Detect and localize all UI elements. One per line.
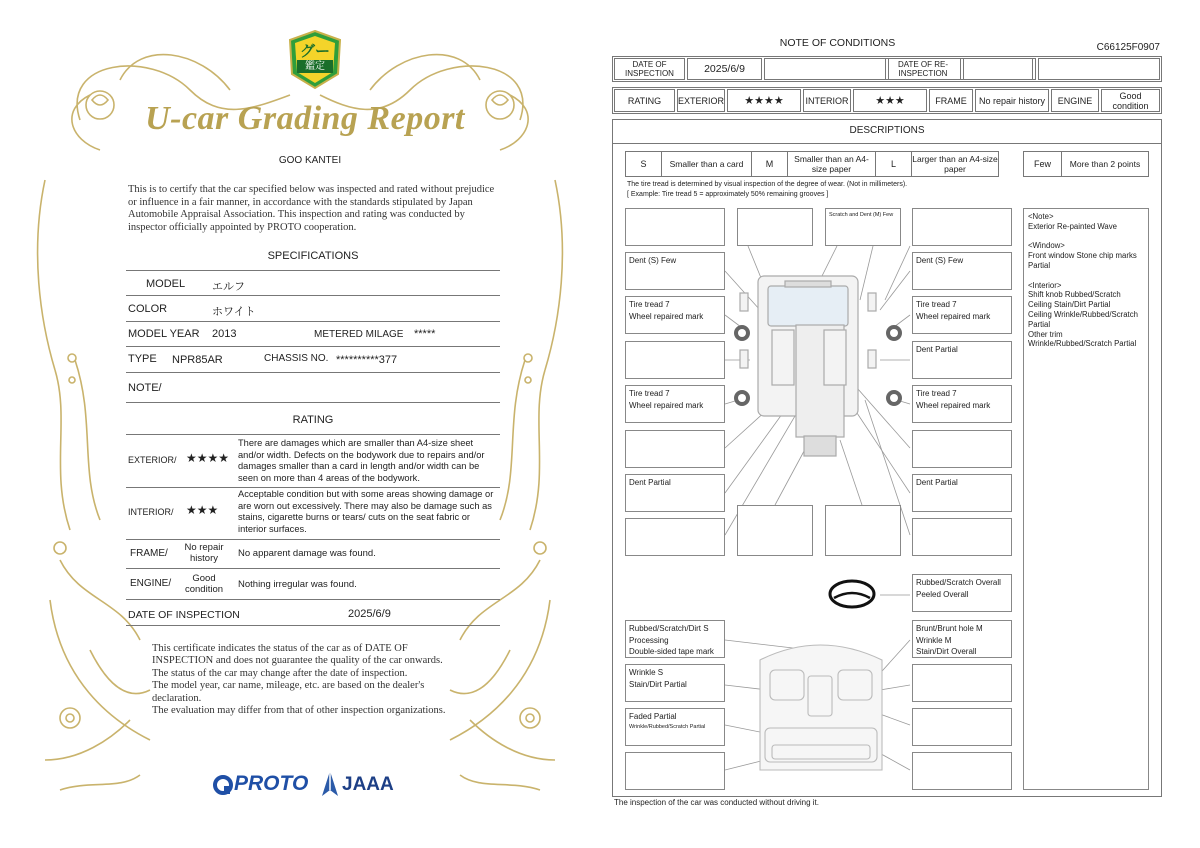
damage-box <box>912 574 1012 612</box>
damage-box-text: Tire tread 7 <box>916 300 957 309</box>
interior-stars: ★★★ <box>853 89 927 112</box>
report-subtitle: GOO KANTEI <box>278 155 342 166</box>
frame-value: No repair history <box>975 89 1049 112</box>
legend-s: S <box>626 152 662 176</box>
truck-top-view <box>740 276 876 456</box>
legend-l: L <box>876 152 912 176</box>
damage-box <box>625 708 725 746</box>
damage-box <box>625 518 725 556</box>
rating-frame-row <box>126 540 500 569</box>
jaaa-logo-icon <box>318 770 340 798</box>
exterior-label: EXTERIOR <box>677 89 725 112</box>
badge-bottom-text: 鑑定 <box>297 60 333 73</box>
damage-box <box>625 252 725 290</box>
chassis-value: **********377 <box>336 354 398 366</box>
damage-box <box>625 664 725 702</box>
damage-box <box>625 208 725 246</box>
footer-line: The model year, car name, mileage, etc. are based on the dealer's <box>152 680 425 692</box>
proto-logo-text: PROTO <box>234 772 309 795</box>
engine-description: Nothing irregular was found. <box>238 579 357 590</box>
rating-exterior-row <box>126 434 500 488</box>
damage-box-text: Rubbed/Scratch Overall <box>916 578 1001 587</box>
exterior-description: There are damages which are smaller than A4-size sheet and/or width. Defects on the bodywork due to repairs and/or damages smaller than a card in length and/or width can be seen on more than 4 areas of the bodywork. <box>238 438 485 483</box>
tire-note-line: [ Example: Tire tread 5 = approximately 50% remaining grooves ] <box>627 190 829 198</box>
damage-box: Scratch and Dent (M) Few <box>825 208 901 246</box>
damage-box <box>912 518 1012 556</box>
spec-model-row <box>126 270 500 296</box>
spec-note-row <box>126 373 500 403</box>
note-line: Front window Stone chip marks Partial <box>1028 251 1137 270</box>
frame-label: FRAME <box>929 89 973 112</box>
damage-box <box>737 208 813 246</box>
engine-label: ENGINE/ <box>130 578 172 589</box>
damage-box <box>912 296 1012 334</box>
spec-year-row <box>126 322 500 347</box>
exterior-stars: ★★★★ <box>186 451 230 465</box>
jaaa-logo-text: JAAA <box>342 774 394 795</box>
rating-engine-row <box>126 569 500 600</box>
conditions-footer: The inspection of the car was conducted without driving it. <box>614 798 819 807</box>
note-line: Shift knob Rubbed/Scratch <box>1028 290 1121 300</box>
damage-box-text: Dent (S) Few <box>629 256 677 265</box>
damage-box-text: Tire tread 7 <box>629 300 670 309</box>
badge-top-text: グー <box>299 42 330 60</box>
descriptions-heading: DESCRIPTIONS <box>612 119 1162 144</box>
damage-box <box>625 474 725 512</box>
metered-milage-label: METERED MILAGE <box>314 329 404 340</box>
damage-box-text: Tire tread 7 <box>629 389 670 398</box>
damage-box <box>625 341 725 379</box>
conditions-title: NOTE OF CONDITIONS <box>779 37 896 49</box>
damage-box-text: Wheel repaired mark <box>629 312 704 321</box>
notes-box <box>1023 208 1149 790</box>
damage-box-text: Wheel repaired mark <box>629 401 704 410</box>
note-line: <Note> <box>1028 212 1054 221</box>
damage-box <box>912 752 1012 790</box>
intro-text: This is to certify that the car specified below was inspected and rated without prejudice or influence in a fair manner, in accordance with the standards stipulated by Japan Automobile Appraisal Association. This inspection and rating was conducted by inspector officially appointed by PROTO cooperation. <box>128 184 495 233</box>
date-of-inspection-row <box>126 600 500 626</box>
footer-line: The evaluation may differ from that of other inspection organizations. <box>152 705 446 717</box>
specifications-heading: SPECIFICATIONS <box>267 250 359 262</box>
model-label: MODEL <box>146 278 186 290</box>
interior-label: INTERIOR/ <box>128 507 174 517</box>
date-of-reinspection-label: DATE OF RE-INSPECTION <box>885 58 961 80</box>
date-of-inspection-label: DATE OF INSPECTION <box>614 58 685 80</box>
damage-box-text: Wrinkle M <box>916 635 952 645</box>
damage-box-text: Brunt/Brunt hole M <box>916 624 983 633</box>
exterior-stars: ★★★★ <box>727 89 801 112</box>
note-line: Other trim Wrinkle/Rubbed/Scratch Partial <box>1028 329 1137 349</box>
exterior-label: EXTERIOR/ <box>128 455 177 465</box>
goo-kantei-badge <box>288 30 342 90</box>
note-line: Ceiling Wrinkle/Rubbed/Scratch Partial <box>1028 309 1138 329</box>
damage-box <box>912 620 1012 658</box>
damage-box-text: Wheel repaired mark <box>916 401 991 410</box>
model-year-value: 2013 <box>212 328 237 340</box>
damage-box <box>625 620 725 658</box>
rating-heading: RATING <box>292 414 334 426</box>
damage-box <box>625 385 725 423</box>
damage-box-text: Wrinkle/Rubbed/Scratch Partial <box>629 724 706 730</box>
damage-box <box>912 430 1012 468</box>
damage-box-text: Dent Partial <box>916 345 958 354</box>
cabin-interior-view <box>760 645 882 770</box>
note-of-conditions <box>600 0 1200 848</box>
note-line: <Window> <box>1028 241 1065 251</box>
spec-type-row <box>126 347 500 373</box>
footer-line: This certificate indicates the status of the car as of DATE OF <box>152 643 408 654</box>
type-value: NPR85AR <box>172 354 223 366</box>
note-line: Exterior Re-painted Wave <box>1028 221 1117 231</box>
color-label: COLOR <box>128 303 168 315</box>
model-year-label: MODEL YEAR <box>128 328 200 340</box>
rating-label: RATING <box>614 89 675 112</box>
damage-box-text: Stain/Dirt Overall <box>916 647 977 656</box>
frame-label: FRAME/ <box>130 548 168 559</box>
damage-box <box>825 505 901 556</box>
note-line <box>1028 271 1144 281</box>
legend-s-desc: Smaller than a card <box>662 152 752 176</box>
steering-wheel-icon <box>830 581 874 607</box>
damage-box-text: Dent (S) Few <box>916 256 964 265</box>
chassis-label: CHASSIS NO. <box>264 353 329 364</box>
footer-line: declaration. <box>152 692 202 704</box>
interior-stars: ★★★ <box>186 503 219 517</box>
damage-box-text: Double-sided tape mark <box>629 647 714 656</box>
legend-l-desc: Larger than an A4-size paper <box>912 154 998 174</box>
rating-interior-row <box>126 488 500 540</box>
frame-description: No apparent damage was found. <box>238 548 376 559</box>
damage-box-text: Rubbed/Scratch/Dirt S <box>629 624 709 633</box>
damage-box-text: Wheel repaired mark <box>916 312 991 321</box>
damage-box-text: Processing <box>629 635 669 645</box>
damage-box <box>625 296 725 334</box>
date-of-inspection-value: 2025/6/9 <box>687 58 762 80</box>
type-label: TYPE <box>128 353 157 365</box>
color-value: ホワイト <box>212 306 256 318</box>
damage-box <box>912 341 1012 379</box>
damage-box <box>737 505 813 556</box>
damage-box-text: Dent Partial <box>629 478 671 487</box>
note-line: Ceiling Stain/Dirt Partial <box>1028 300 1111 310</box>
damage-box <box>625 430 725 468</box>
date-label: DATE OF INSPECTION <box>128 609 240 621</box>
damage-box <box>912 385 1012 423</box>
engine-value: Good condition <box>184 573 224 595</box>
footer-line: The status of the car may change after the date of inspection. <box>152 667 408 679</box>
damage-box-text: Faded Partial <box>629 712 677 721</box>
interior-description: Acceptable condition but with some areas showing damage or are worn out excessively. There may also be damage such as stains, cigarette burns or tears/ cuts on the seat fabric or interior surfaces. <box>238 489 494 534</box>
damage-box <box>625 752 725 790</box>
damage-box-text: Stain/Dirt Partial <box>629 680 687 689</box>
engine-value: Good condition <box>1101 89 1160 112</box>
damage-box <box>912 252 1012 290</box>
damage-box-text: Peeled Overall <box>916 590 969 599</box>
proto-logo-icon <box>212 774 234 796</box>
proto-logo <box>212 772 312 796</box>
damage-box <box>912 708 1012 746</box>
note-line: <Interior> <box>1028 280 1062 290</box>
report-title: U-car Grading Report <box>145 100 465 137</box>
legend-few-desc: More than 2 points <box>1069 159 1141 169</box>
tire-note-line: The tire tread is determined by visual inspection of the degree of wear. (Not in millimeters). <box>627 181 908 188</box>
note-line <box>1028 232 1144 242</box>
damage-box-text: Dent Partial <box>916 478 958 487</box>
metered-milage-value: ***** <box>414 328 436 340</box>
frame-value: No repair history <box>184 542 224 564</box>
note-label: NOTE/ <box>128 382 162 394</box>
damage-box <box>912 474 1012 512</box>
damage-box-text: Tire tread 7 <box>916 389 957 398</box>
certificate-footer <box>152 643 492 717</box>
legend-m-desc: Smaller than an A4-size paper <box>788 152 876 176</box>
date-value: 2025/6/9 <box>348 608 391 620</box>
damage-box <box>912 664 1012 702</box>
engine-label: ENGINE <box>1051 89 1099 112</box>
footer-line: INSPECTION and does not guarantee the quality of the car onwards. <box>152 655 443 667</box>
spec-color-row <box>126 296 500 322</box>
model-value: エルフ <box>212 281 245 293</box>
conditions-code: C66125F0907 <box>1096 42 1160 53</box>
legend-m: M <box>752 152 788 176</box>
legend-few: Few <box>1024 152 1062 176</box>
damage-box <box>912 208 1012 246</box>
interior-label: INTERIOR <box>803 89 851 112</box>
damage-box-text: Wrinkle S <box>629 668 664 677</box>
jaaa-logo <box>318 770 398 798</box>
